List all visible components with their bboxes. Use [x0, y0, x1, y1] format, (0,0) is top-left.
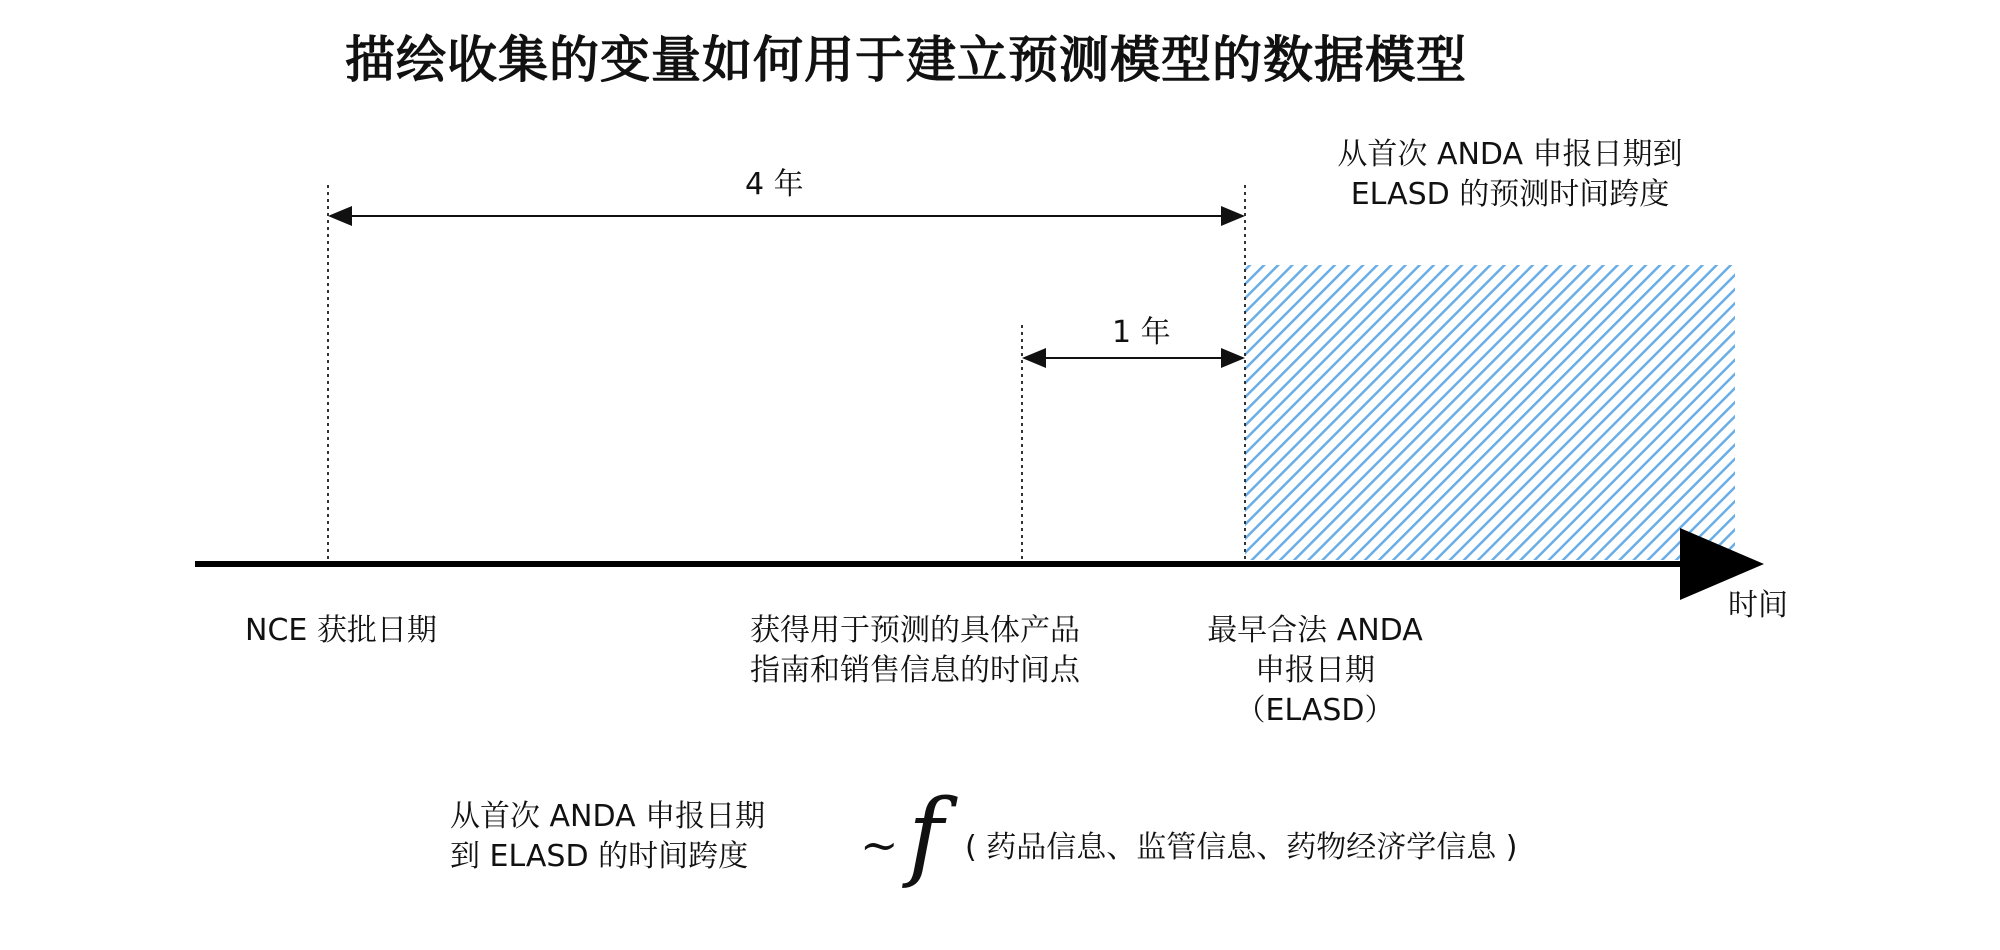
forecast-window-label [1300, 135, 1720, 215]
formula-lhs [450, 797, 765, 877]
formula-tilde: ~ [860, 818, 899, 872]
milestone-nce-label: NCE 获批日期 [245, 613, 437, 648]
one-year-span-label: 1 年 [1112, 315, 1171, 350]
forecast-window-label-line-1: 从首次 ANDA 申报日期到 [1337, 137, 1683, 172]
formula-lhs-line-1: 从首次 ANDA 申报日期 [450, 799, 766, 834]
milestone-elasd-line-3: （ELASD） [1235, 693, 1395, 728]
milestone-elasd-line-1: 最早合法 ANDA [1207, 613, 1423, 648]
milestone-info-point-line-2: 指南和销售信息的时间点 [750, 653, 1080, 688]
formula-lhs-line-2: 到 ELASD 的时间跨度 [450, 839, 749, 874]
milestone-elasd-label [1175, 611, 1455, 731]
milestone-info-point-label [715, 611, 1115, 691]
axis-label-time: 时间 [1728, 588, 1788, 623]
milestone-elasd-line-2: 申报日期 [1255, 653, 1375, 688]
formula-function-f: f [908, 779, 944, 891]
diagram-title: 描绘收集的变量如何用于建立预测模型的数据模型 [345, 31, 1467, 89]
milestone-info-point-line-1: 获得用于预测的具体产品 [750, 613, 1080, 648]
formula-rhs: ( 药品信息、监管信息、药物经济学信息 ) [965, 830, 1518, 865]
forecast-window-label-line-2: ELASD 的预测时间跨度 [1350, 177, 1670, 212]
forecast-window-hatch [1245, 265, 1735, 560]
four-year-span-label: 4 年 [745, 167, 804, 202]
